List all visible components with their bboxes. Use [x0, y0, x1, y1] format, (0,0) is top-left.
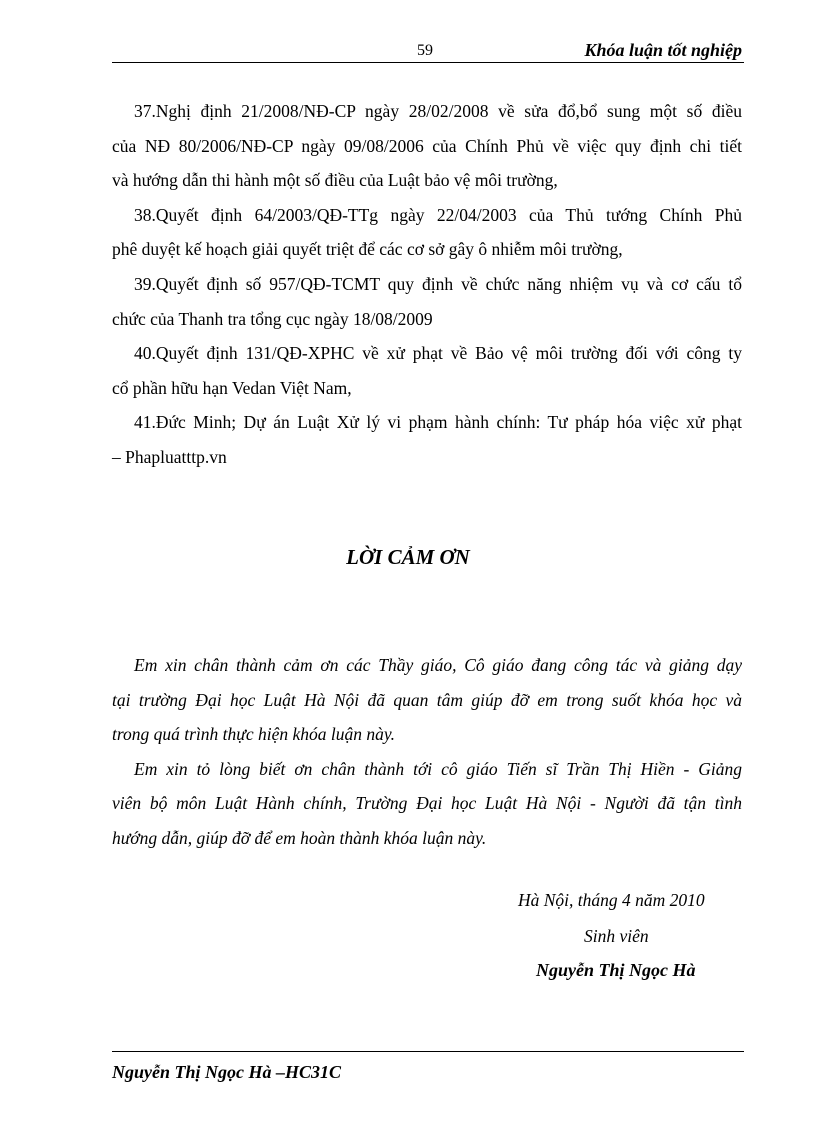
- footer-author: Nguyễn Thị Ngọc Hà –HC31C: [112, 1062, 342, 1082]
- ack-paragraph-1-line-3: trong quá trình thực hiện khóa luận này.: [112, 724, 396, 744]
- reference-38-line-1: 38.Quyết định 64/2003/QĐ-TTg ngày 22/04/2003 của Thủ tướng Chính Phủ: [134, 204, 742, 225]
- reference-40-line-2: cổ phần hữu hạn Vedan Việt Nam,: [112, 377, 352, 398]
- ack-paragraph-2-line-1: Em xin tỏ lòng biết ơn chân thành tới cô giáo Tiến sĩ Trần Thị Hiền - Giảng: [134, 758, 742, 779]
- reference-39-line-1: 39.Quyết định số 957/QĐ-TCMT quy định về chức năng nhiệm vụ và cơ cấu tổ: [134, 273, 742, 294]
- signature-role: Sinh viên: [584, 926, 649, 946]
- footer-rule: [112, 1051, 744, 1052]
- ack-paragraph-2-line-2: viên bộ môn Luật Hành chính, Trường Đại học Luật Hà Nội - Người đã tận tình: [112, 793, 742, 813]
- reference-37-line-2: của NĐ 80/2006/NĐ-CP ngày 09/08/2006 của Chính Phủ về việc quy định chi tiết: [112, 135, 742, 156]
- ack-paragraph-2-line-3: hướng dẫn, giúp đỡ để em hoàn thành khóa luận này.: [112, 827, 487, 848]
- ack-paragraph-1-line-2: tại trường Đại học Luật Hà Nội đã quan tâm giúp đỡ em trong suốt khóa học và: [112, 689, 742, 710]
- signature-place-date: Hà Nội, tháng 4 năm 2010: [518, 890, 705, 910]
- header-title: Khóa luận tốt nghiệp: [584, 40, 742, 60]
- reference-38-line-2: phê duyệt kế hoạch giải quyết triệt để các cơ sở gây ô nhiễm môi trường,: [112, 239, 623, 260]
- reference-37-line-3: và hướng dẫn thi hành một số điều của Luật bảo vệ môi trường,: [112, 170, 558, 191]
- page-header: [112, 34, 744, 64]
- reference-37-line-1: 37.Nghị định 21/2008/NĐ-CP ngày 28/02/2008 về sửa đổ,bổ sung một số điều: [134, 101, 742, 121]
- acknowledgement-title: LỜI CẢM ƠN: [346, 545, 470, 569]
- reference-41-line-2: – Phapluatttp.vn: [112, 446, 227, 467]
- reference-39-line-2: chức của Thanh tra tổng cục ngày 18/08/2009: [112, 308, 433, 329]
- signature-name: Nguyễn Thị Ngọc Hà: [536, 960, 696, 980]
- page-footer: [112, 1048, 744, 1092]
- ack-paragraph-1-line-1: Em xin chân thành cảm ơn các Thầy giáo, Cô giáo đang công tác và giảng dạy: [134, 655, 742, 675]
- reference-40-line-1: 40.Quyết định 131/QĐ-XPHC về xử phạt về Bảo vệ môi trường đối với công ty: [134, 343, 742, 364]
- reference-41-line-1: 41.Đức Minh; Dự án Luật Xử lý vi phạm hành chính: Tư pháp hóa việc xử phạt: [134, 412, 742, 433]
- header-rule: [112, 62, 744, 63]
- acknowledgement-body: [112, 648, 742, 855]
- reference-list: [112, 94, 742, 475]
- page-number: 59: [417, 42, 433, 59]
